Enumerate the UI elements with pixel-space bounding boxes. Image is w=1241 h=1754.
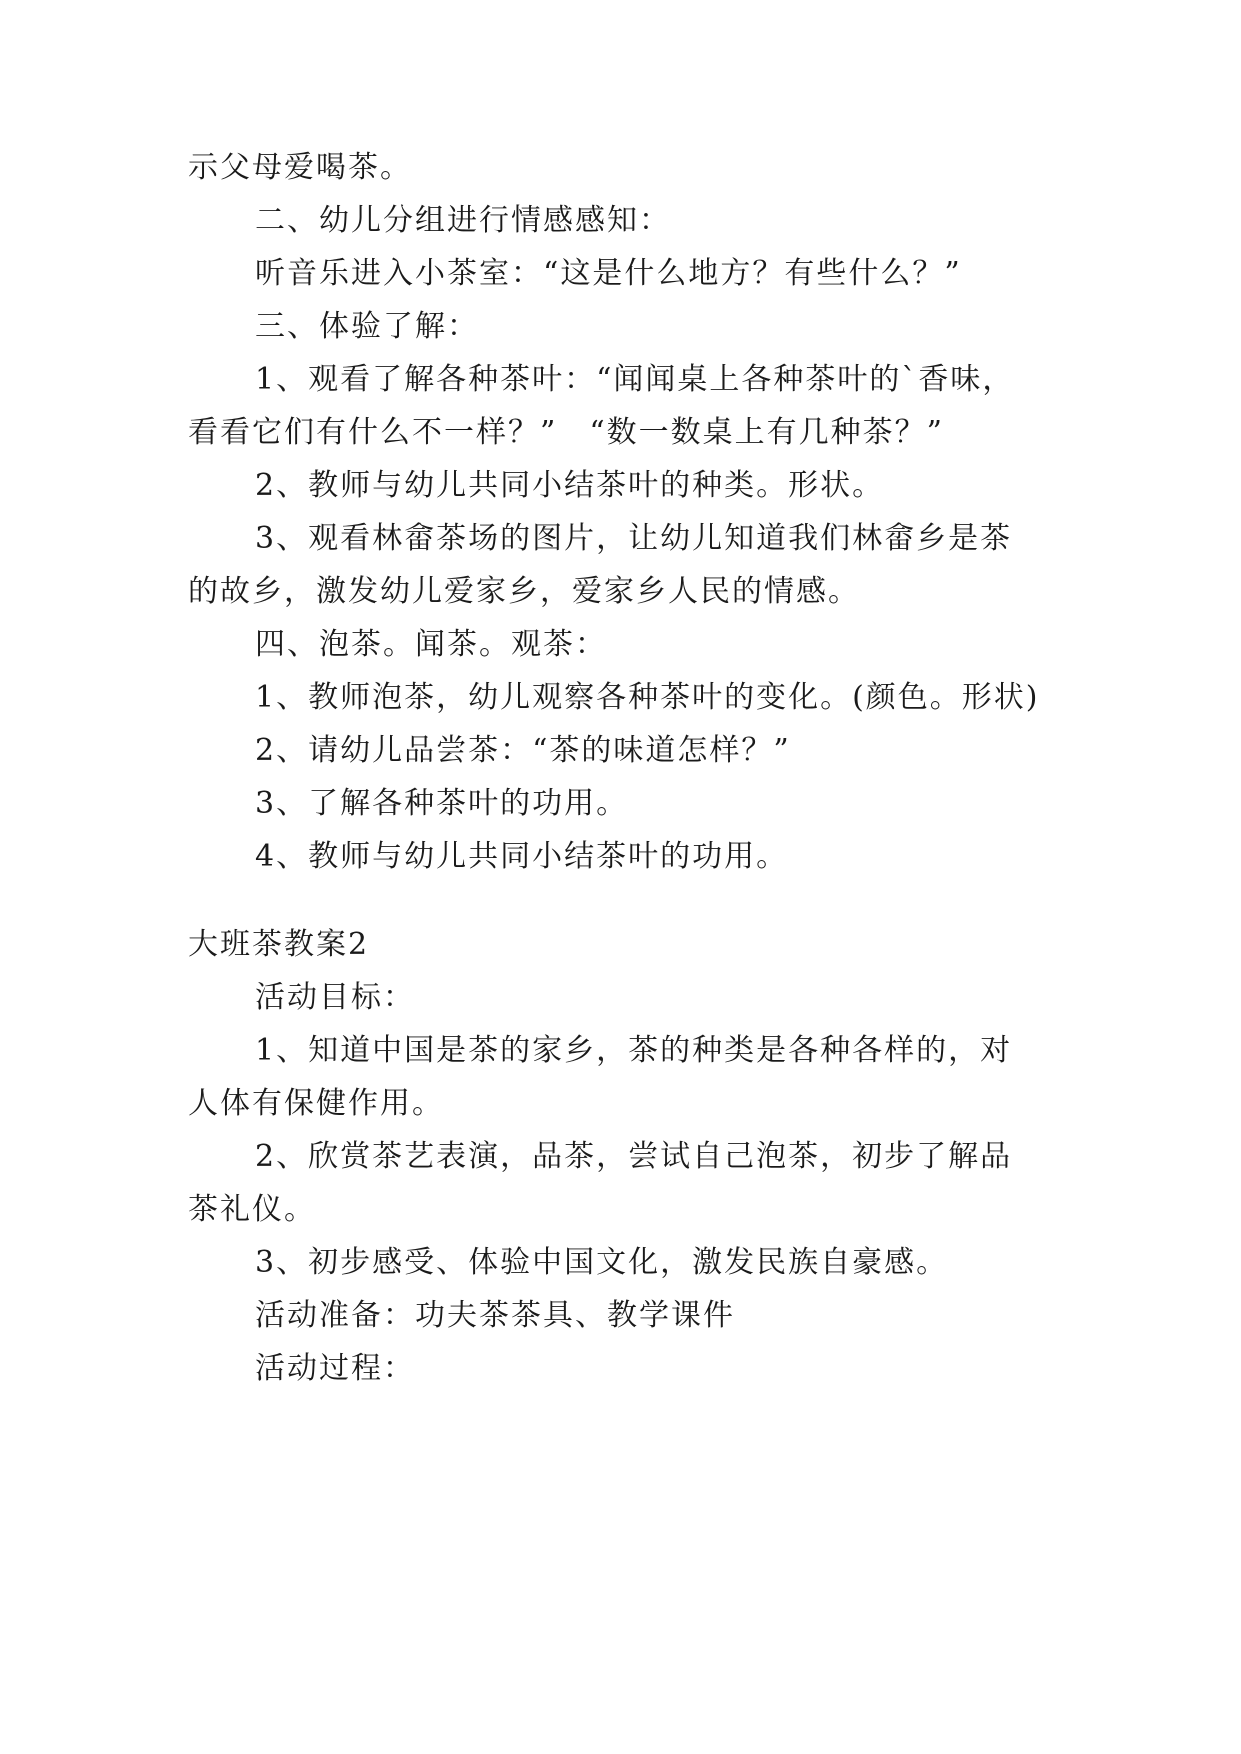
paragraph-line: 听音乐进入小茶室：“这是什么地方？有些什么？” <box>255 256 962 291</box>
list-item: 4、教师与幼儿共同小结茶叶的功用。 <box>255 839 789 874</box>
list-item: 3、初步感受、体验中国文化，激发民族自豪感。 <box>255 1245 949 1280</box>
paragraph-line: 人体有保健作用。 <box>188 1086 444 1121</box>
document-title: 大班茶教案2 <box>188 927 370 962</box>
list-item: 1、知道中国是茶的家乡，茶的种类是各种各样的，对 <box>255 1033 1013 1068</box>
section-heading: 四、泡茶。闻茶。观茶： <box>255 627 607 662</box>
list-item: 2、教师与幼儿共同小结茶叶的种类。形状。 <box>255 468 885 503</box>
section-heading: 三、体验了解： <box>255 309 479 344</box>
section-heading: 二、幼儿分组进行情感感知： <box>255 203 671 238</box>
list-item: 1、观看了解各种茶叶：“闻闻桌上各种茶叶的`香味， <box>255 362 1015 397</box>
section-heading: 活动准备：功夫茶茶具、教学课件 <box>255 1298 735 1333</box>
list-item: 2、请幼儿品尝茶：“茶的味道怎样？” <box>255 733 791 768</box>
list-item: 3、观看林畲茶场的图片，让幼儿知道我们林畲乡是茶 <box>255 521 1013 556</box>
paragraph-line: 示父母爱喝茶。 <box>188 150 412 185</box>
paragraph-line: 茶礼仪。 <box>188 1192 316 1227</box>
section-heading: 活动目标： <box>255 980 415 1015</box>
section-heading: 活动过程： <box>255 1351 415 1386</box>
list-item: 3、了解各种茶叶的功用。 <box>255 786 629 821</box>
list-item: 2、欣赏茶艺表演，品茶，尝试自己泡茶，初步了解品 <box>255 1139 1013 1174</box>
paragraph-line: 的故乡，激发幼儿爱家乡，爱家乡人民的情感。 <box>188 574 860 609</box>
paragraph-line: 看看它们有什么不一样？” “数一数桌上有几种茶？” <box>188 415 945 450</box>
list-item: 1、教师泡茶，幼儿观察各种茶叶的变化。(颜色。形状) <box>255 680 1040 715</box>
